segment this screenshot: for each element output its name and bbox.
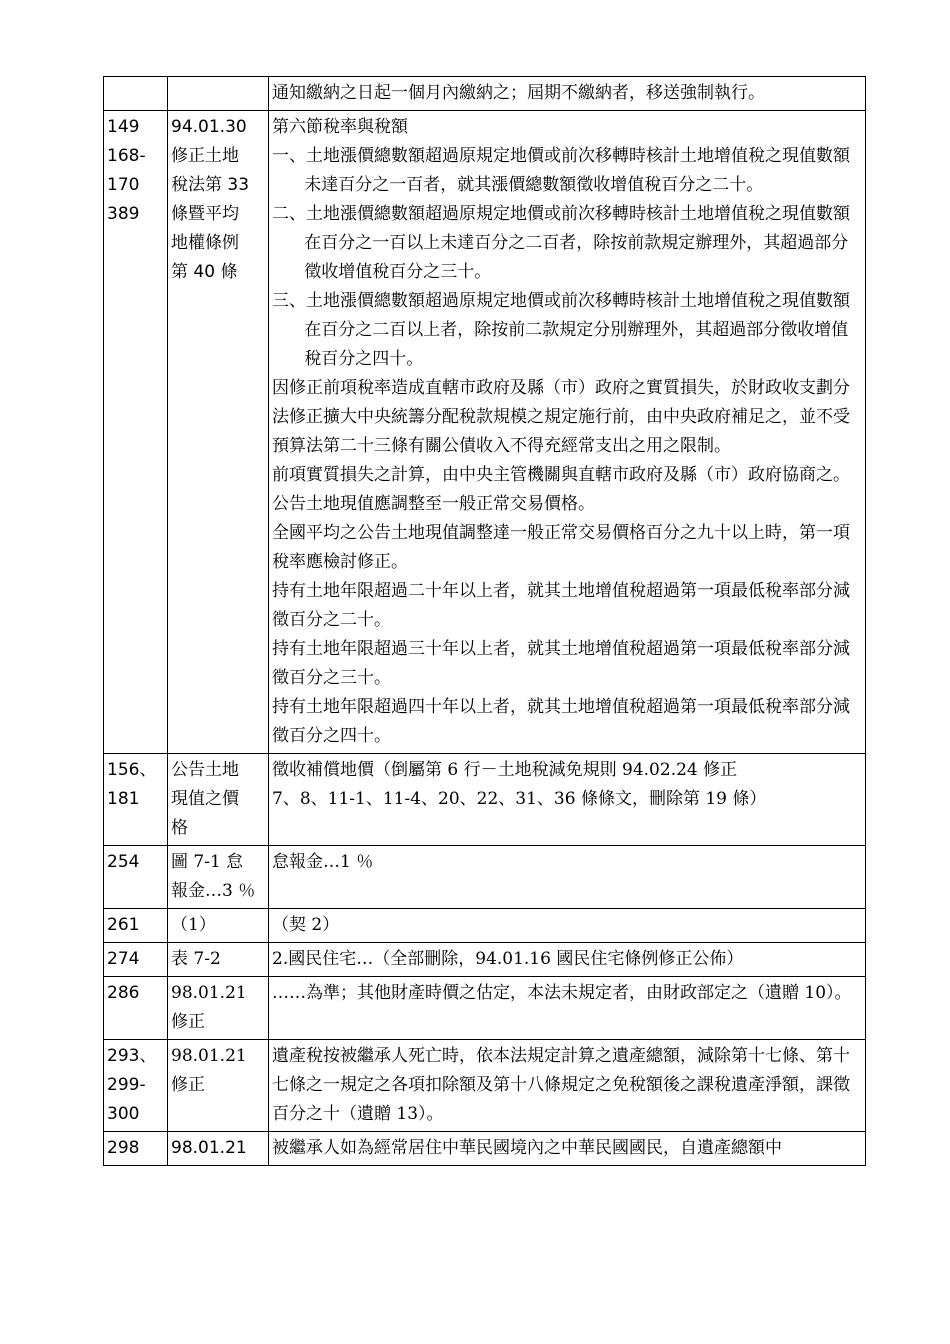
table-row: [104, 754, 866, 846]
page-cell: 298: [104, 1132, 168, 1166]
page-cell: 254: [104, 846, 168, 909]
text-cell: 怠報金…1 ％: [269, 846, 866, 909]
ref-cell: 98.01.21 修正: [168, 1040, 269, 1132]
ref-cell: [168, 77, 269, 111]
ref-cell: 94.01.30 修正土地 稅法第 33 條暨平均 地權條例 第 40 條: [168, 111, 269, 754]
text-cell: 遺產稅按被繼承人死亡時，依本法規定計算之遺產總額，減除第十七條、第十七條之一規定之各項扣除額及第十八條規定之免稅額後之課稅遺產淨額，課徵百分之十（遺贈 13）。: [269, 1040, 866, 1132]
page-cell: 156、 181: [104, 754, 168, 846]
ref-cell: 98.01.21: [168, 1132, 269, 1166]
page-cell: 149 168- 170 389: [104, 111, 168, 754]
ref-cell: 表 7-2: [168, 943, 269, 977]
paragraph: 公告土地現值應調整至一般正常交易價格。: [272, 494, 595, 514]
table-row: [104, 111, 866, 754]
list-item: 二、土地漲價總數額超過原規定地價或前次移轉時核計土地增值稅之現值數額在百分之一百以上未達百分之二百者，除按前款規定辦理外，其超過部分徵收增值稅百分之三十。: [272, 204, 850, 282]
text-cell: 2.國民住宅…（全部刪除，94.01.16 國民住宅條例修正公佈）: [269, 943, 866, 977]
table-row: [104, 846, 866, 909]
ref-cell: （1）: [168, 909, 269, 943]
text-cell: （契 2）: [269, 909, 866, 943]
text-cell: 被繼承人如為經常居住中華民國境內之中華民國國民，自遺產總額中: [269, 1132, 866, 1166]
paragraph: 前項實質損失之計算，由中央主管機關與直轄市政府及縣（市）政府協商之。: [272, 465, 850, 485]
page-cell: 274: [104, 943, 168, 977]
list-item: 三、土地漲價總數額超過原規定地價或前次移轉時核計土地增值稅之現值數額在百分之二百以上者，除按前二款規定分別辦理外，其超過部分徵收增值稅百分之四十。: [272, 291, 850, 369]
list-item: 一、土地漲價總數額超過原規定地價或前次移轉時核計土地增值稅之現值數額未達百分之一百者，就其漲價總數額徵收增值稅百分之二十。: [272, 146, 850, 195]
paragraph: 持有土地年限超過二十年以上者，就其土地增值稅超過第一項最低稅率部分減徵百分之二十。: [272, 581, 850, 630]
paragraph: 持有土地年限超過三十年以上者，就其土地增值稅超過第一項最低稅率部分減徵百分之三十。: [272, 639, 850, 688]
table-row: [104, 909, 866, 943]
text-cell: 徵收補償地價（倒屬第 6 行－土地稅減免規則 94.02.24 修正 7、8、11-1、11-4、20、22、31、36 條條文，刪除第 19 條）: [269, 754, 866, 846]
table-row: [104, 1132, 866, 1166]
ref-cell: 公告土地 現值之價 格: [168, 754, 269, 846]
page-cell: 286: [104, 977, 168, 1040]
text-cell: [269, 111, 866, 754]
table-row: [104, 943, 866, 977]
paragraph: 因修正前項稅率造成直轄市政府及縣（市）政府之實質損失，於財政收支劃分法修正擴大中央統籌分配稅款規模之規定施行前，由中央政府補足之，並不受預算法第二十三條有關公債收入不得充經常支出之用之限制。: [272, 378, 850, 456]
errata-table: [103, 76, 866, 1166]
page-cell: 261: [104, 909, 168, 943]
page-cell: [104, 77, 168, 111]
section-heading: 第六節稅率與稅額: [272, 117, 408, 137]
page-cell: 293、 299- 300: [104, 1040, 168, 1132]
table-row: [104, 77, 866, 111]
text-cell: 通知繳納之日起一個月內繳納之；屆期不繳納者，移送強制執行。: [269, 77, 866, 111]
paragraph: 全國平均之公告土地現值調整達一般正常交易價格百分之九十以上時，第一項稅率應檢討修正。: [272, 523, 850, 572]
paragraph: 持有土地年限超過四十年以上者，就其土地增值稅超過第一項最低稅率部分減徵百分之四十。: [272, 697, 850, 746]
table-row: [104, 977, 866, 1040]
text-cell: ……為準；其他財產時價之估定，本法未規定者，由財政部定之（遺贈 10）。: [269, 977, 866, 1040]
ref-cell: 圖 7-1 怠 報金…3 ％: [168, 846, 269, 909]
table-row: [104, 1040, 866, 1132]
ref-cell: 98.01.21 修正: [168, 977, 269, 1040]
